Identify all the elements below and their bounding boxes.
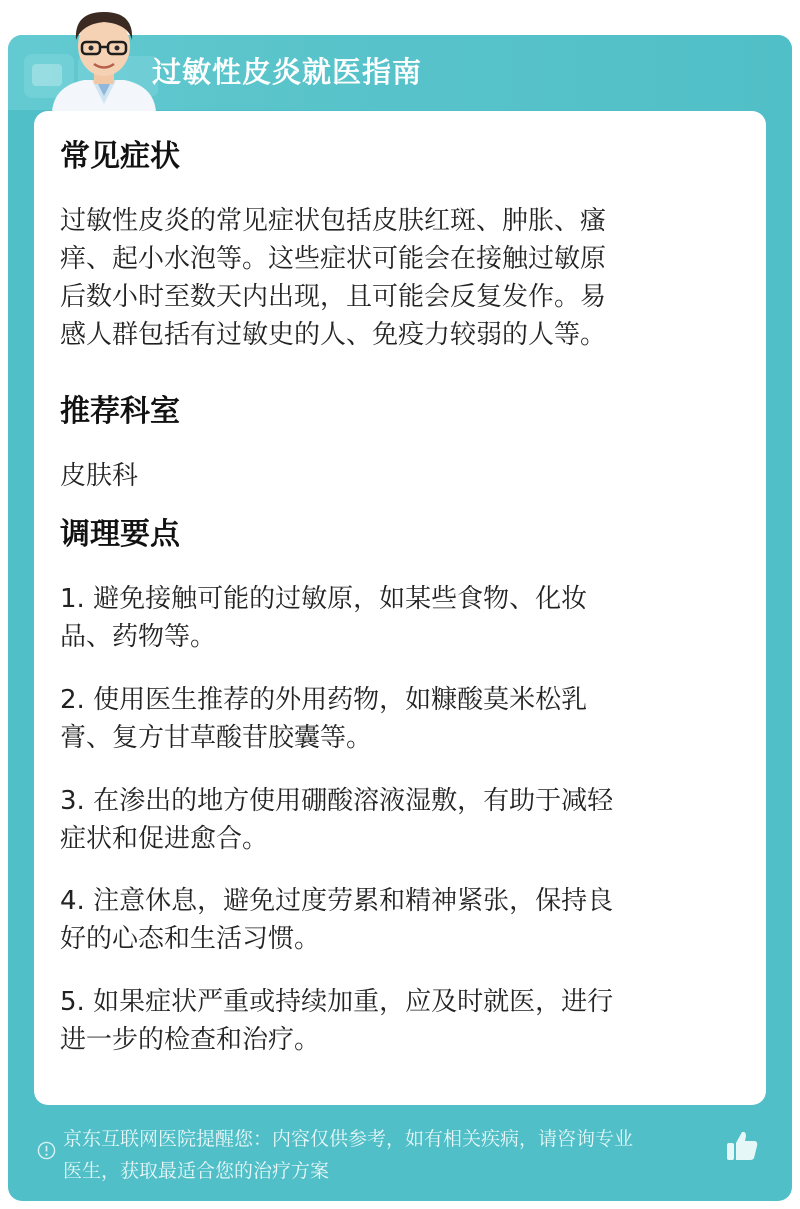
care-item-line: 膏、复方甘草酸苷胶囊等。: [60, 723, 373, 753]
care-item: [60, 782, 740, 858]
care-item: [60, 882, 740, 958]
care-item: [60, 681, 740, 757]
care-item-line: 症状和促进愈合。: [60, 824, 269, 854]
disclaimer-line: 医生，获取最适合您的治疗方案: [63, 1160, 330, 1182]
symptoms-line: 痒、起小水泡等。这些症状可能会在接触过敏原: [60, 244, 607, 274]
symptoms-text: [60, 202, 740, 354]
care-item-line: 5. 如果症状严重或持续加重，应及时就医，进行: [60, 987, 614, 1017]
symptoms-title: 常见症状: [60, 139, 180, 174]
care-item: [60, 580, 740, 656]
doctor-avatar-icon: [44, 4, 164, 112]
care-item-line: 进一步的检查和治疗。: [60, 1025, 321, 1055]
care-item-line: 2. 使用医生推荐的外用药物，如糠酸莫米松乳: [60, 685, 588, 715]
care-item-line: 品、药物等。: [60, 622, 217, 652]
symptoms-line: 后数小时至数天内出现，且可能会反复发作。易: [60, 282, 607, 312]
disclaimer: [63, 1123, 733, 1187]
care-title: 调理要点: [60, 517, 180, 552]
symptoms-line: 过敏性皮炎的常见症状包括皮肤红斑、肿胀、瘙: [60, 206, 607, 236]
page-title: 过敏性皮炎就医指南: [152, 55, 423, 89]
thumbs-up-icon[interactable]: [724, 1128, 760, 1164]
care-item-line: 好的心态和生活习惯。: [60, 924, 321, 954]
care-item: [60, 983, 740, 1059]
care-item-line: 3. 在渗出的地方使用硼酸溶液湿敷，有助于减轻: [60, 786, 614, 816]
department-title: 推荐科室: [60, 394, 180, 429]
department-value: 皮肤科: [60, 461, 139, 491]
care-item-line: 4. 注意休息，避免过度劳累和精神紧张，保持良: [60, 886, 614, 916]
symptoms-line: 感人群包括有过敏史的人、免疫力较弱的人等。: [60, 320, 607, 350]
care-item-line: 1. 避免接触可能的过敏原，如某些食物、化妆: [60, 584, 588, 614]
info-icon: [37, 1141, 56, 1160]
disclaimer-line: 京东互联网医院提醒您：内容仅供参考，如有相关疾病，请咨询专业: [63, 1128, 634, 1150]
